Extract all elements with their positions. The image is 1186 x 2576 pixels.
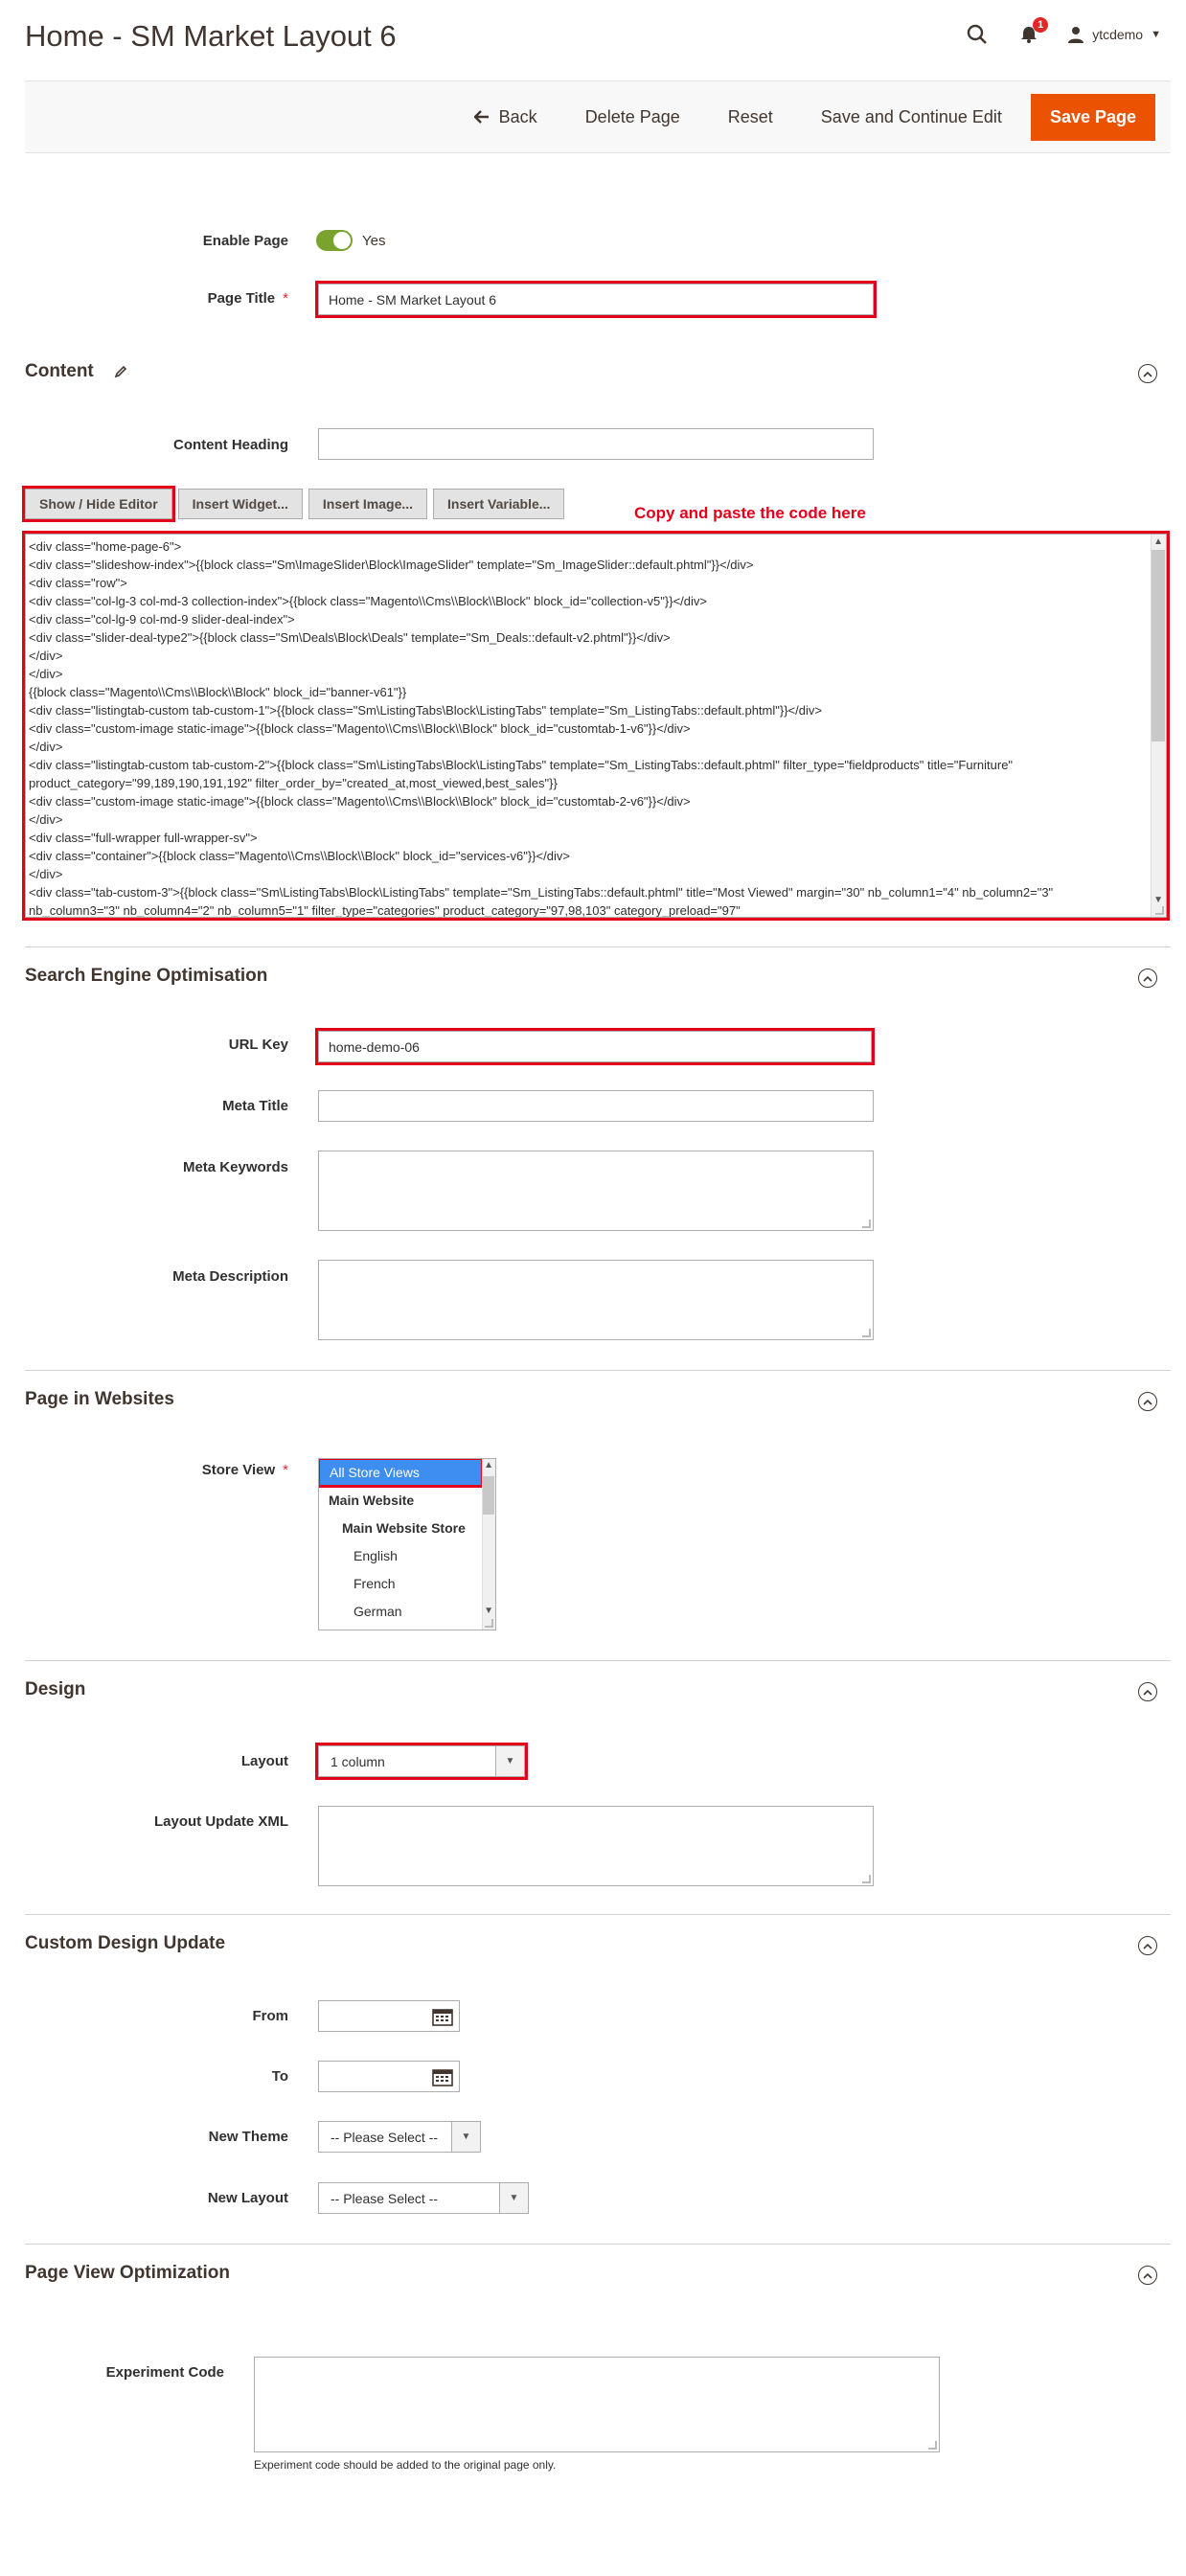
code-scrollbar[interactable] [1151,535,1166,917]
back-button[interactable] [455,96,557,139]
chevron-down-icon: ▼ [499,2183,528,2213]
experiment-code-label: Experiment Code [105,2364,224,2381]
delete-page-button[interactable]: Delete Page [566,96,699,139]
editor-buttons [25,489,564,519]
chevron-down-icon: ▼ [495,1746,524,1776]
code-line: <div class="listingtab-custom tab-custom-1">{{block class="Sm\ListingTabs\Block\ListingTabs" template="Sm_ListingTabs::default.phtml"}}</div> [29,703,822,718]
insert-variable-button[interactable]: Insert Variable... [433,489,564,519]
new-theme-label: New Theme [208,2129,288,2145]
resize-handle-icon[interactable] [485,1619,493,1628]
resize-handle-icon[interactable] [928,2441,937,2450]
divider [25,1370,1171,1371]
resize-handle-icon[interactable] [1155,906,1164,915]
divider [25,2244,1171,2245]
code-line: </div> [29,649,63,663]
header-actions [964,21,1161,48]
optimization-section-title[interactable]: Page View Optimization [25,2263,230,2283]
from-date-label: From [252,2008,288,2024]
meta-description-label: Meta Description [172,1268,288,1285]
url-key-label: URL Key [228,1037,288,1053]
reset-button[interactable]: Reset [709,96,792,139]
new-layout-label: New Layout [207,2190,288,2206]
calendar-icon[interactable] [432,2067,453,2086]
code-line: <div class="full-wrapper full-wrapper-sv"> [29,831,258,845]
code-line: <div class="col-lg-3 col-md-3 collection-index">{{block class="Magento\\Cms\\Block\\Block" block_id="collection-v5"}}</div> [29,594,707,608]
meta-title-label: Meta Title [222,1098,288,1114]
seo-section-title[interactable]: Search Engine Optimisation [25,966,268,986]
page-title-label [20,290,288,307]
divider [25,1914,1171,1915]
content-code-textarea[interactable] [25,534,1167,918]
from-date-input[interactable] [318,2000,460,2032]
layout-select[interactable] [318,1745,525,1777]
content-section-label: Content [25,361,94,381]
user-name: ytcdemo [1092,27,1144,42]
scroll-down-icon[interactable]: ▼ [484,1606,493,1616]
store-view-scrollbar[interactable] [482,1459,495,1630]
scroll-up-icon[interactable]: ▲ [1153,536,1163,547]
page-title-label-text: Page Title [207,290,276,307]
search-icon[interactable] [964,21,991,48]
code-line: <div class="col-lg-9 col-md-9 slider-deal-index"> [29,612,295,627]
seo-collapse-icon[interactable] [1138,969,1157,988]
code-line: <div class="slideshow-index">{{block class="Sm\ImageSlider\Block\ImageSlider" template="Sm_ImageSlider::default.phtml"}}</div> [29,558,754,572]
code-line: <div class="custom-image static-image">{{block class="Magento\\Cms\\Block\\Block" block_id="customtab-1-v6"}}</div> [29,721,691,736]
back-button-label: Back [498,106,537,126]
annotation-text: Copy and paste the code here [634,504,866,522]
custom-design-section-title[interactable]: Custom Design Update [25,1933,226,1953]
store-view-label [20,1462,288,1478]
experiment-code-note: Experiment code should be added to the original page only. [254,2458,557,2472]
store-view-label-text: Store View [201,1462,276,1478]
design-collapse-icon[interactable] [1138,1682,1157,1701]
chevron-down-icon: ▼ [451,2122,480,2152]
store-view-scroll-thumb[interactable] [483,1476,494,1515]
code-line: <div class="container">{{block class="Magento\\Cms\\Block\\Block" block_id="services-v6"}}</div> [29,849,570,863]
resize-handle-icon[interactable] [862,1875,871,1883]
code-line: <div class="row"> [29,576,127,590]
divider [25,946,1171,947]
code-line: <div class="tab-custom-3">{{block class="Sm\ListingTabs\Block\ListingTabs" template="Sm_ListingTabs::default.phtml" title="Most Viewed" margin="30" nb_column1="4" nb_column2="3" nb_column3="3" nb_column4="2" nb_column5="1" filter_type="categories" product_category="97,98,103" category_preload="97" [29,885,1054,918]
code-line: </div> [29,740,63,754]
insert-widget-button[interactable]: Insert Widget... [178,489,303,519]
code-line: <div class="listingtab-custom tab-custom-2">{{block class="Sm\ListingTabs\Block\ListingTabs" template="Sm_ListingTabs::default.phtml" filter_type="fieldproducts" title="Furniture" product_category="99,189,190,191,192" filter_order_by="created_at,most_viewed,best_sales"}} [29,758,1014,790]
code-line: </div> [29,867,63,881]
meta-keywords-label: Meta Keywords [182,1159,288,1175]
content-section-title[interactable] [25,361,127,382]
layout-xml-label: Layout Update XML [153,1813,288,1830]
code-line: {{block class="Magento\\Cms\\Block\\Block" block_id="banner-v61"}} [29,685,407,699]
store-option-english[interactable]: English [354,1547,398,1563]
page-title-input[interactable]: Home - SM Market Layout 6 [318,284,874,315]
store-option-all[interactable]: All Store Views [320,1460,481,1485]
save-page-button[interactable]: Save Page [1031,94,1155,141]
optimization-collapse-icon[interactable] [1138,2266,1157,2285]
code-line: <div class="slider-deal-type2">{{block class="Sm\Deals\Block\Deals" template="Sm_Deals::default-v2.phtml"}}</div> [29,630,671,645]
new-layout-select-value: -- Please Select -- [331,2190,439,2206]
meta-description-textarea[interactable] [318,1260,874,1340]
notification-count-badge: 1 [1033,17,1048,33]
store-option-store[interactable]: Main Website Store [342,1519,466,1536]
store-option-french[interactable]: French [354,1575,396,1591]
scroll-up-icon[interactable]: ▲ [484,1460,493,1470]
meta-title-input[interactable] [318,1090,874,1122]
insert-image-button[interactable]: Insert Image... [308,489,427,519]
new-theme-select[interactable] [318,2121,481,2153]
show-hide-editor-button[interactable]: Show / Hide Editor [25,489,172,519]
resize-handle-icon[interactable] [862,1220,871,1228]
arrow-left-icon [474,110,490,124]
code-line: </div> [29,667,63,681]
websites-section-title[interactable]: Page in Websites [25,1389,174,1409]
code-line: <div class="home-page-6"> [29,539,182,554]
design-section-title[interactable]: Design [25,1679,86,1699]
user-menu[interactable] [1067,26,1161,43]
required-icon: * [283,290,288,307]
websites-collapse-icon[interactable] [1138,1392,1157,1411]
save-continue-button[interactable]: Save and Continue Edit [802,96,1021,139]
new-layout-select[interactable] [318,2182,529,2214]
resize-handle-icon[interactable] [862,1329,871,1337]
custom-design-collapse-icon[interactable] [1138,1936,1157,1955]
new-theme-select-value: -- Please Select -- [331,2129,439,2145]
content-collapse-icon[interactable] [1138,364,1157,383]
required-icon: * [283,1462,288,1478]
meta-keywords-textarea[interactable] [318,1151,874,1231]
url-key-input[interactable]: home-demo-06 [318,1031,872,1062]
content-heading-label: Content Heading [173,437,288,453]
layout-select-value: 1 column [331,1753,385,1769]
code-line: <div class="custom-image static-image">{{block class="Magento\\Cms\\Block\\Block" block_id="customtab-2-v6"}}</div> [29,794,691,809]
store-option-website[interactable]: Main Website [329,1492,415,1508]
page-actions-toolbar [25,80,1171,153]
chevron-down-icon: ▼ [1151,29,1161,40]
to-date-input[interactable] [318,2061,460,2092]
experiment-code-textarea[interactable] [254,2357,940,2452]
layout-xml-textarea[interactable] [318,1806,874,1886]
divider [25,1660,1171,1661]
to-date-label: To [271,2068,288,2085]
enable-page-toggle[interactable] [316,230,353,251]
scroll-down-icon[interactable]: ▼ [1153,895,1163,905]
content-heading-input[interactable] [318,428,874,460]
calendar-icon[interactable] [432,2007,453,2026]
user-icon [1067,26,1084,43]
code-scroll-thumb[interactable] [1152,550,1165,741]
enable-page-value: Yes [362,233,386,249]
enable-page-label: Enable Page [202,233,288,249]
store-view-multiselect[interactable] [318,1458,496,1630]
notifications-bell-icon[interactable] [1015,21,1042,48]
store-option-german[interactable]: German [354,1603,402,1619]
code-line: </div> [29,812,63,827]
layout-label: Layout [240,1753,288,1769]
page-title: Home - SM Market Layout 6 [25,19,397,53]
pencil-icon[interactable] [114,365,127,378]
